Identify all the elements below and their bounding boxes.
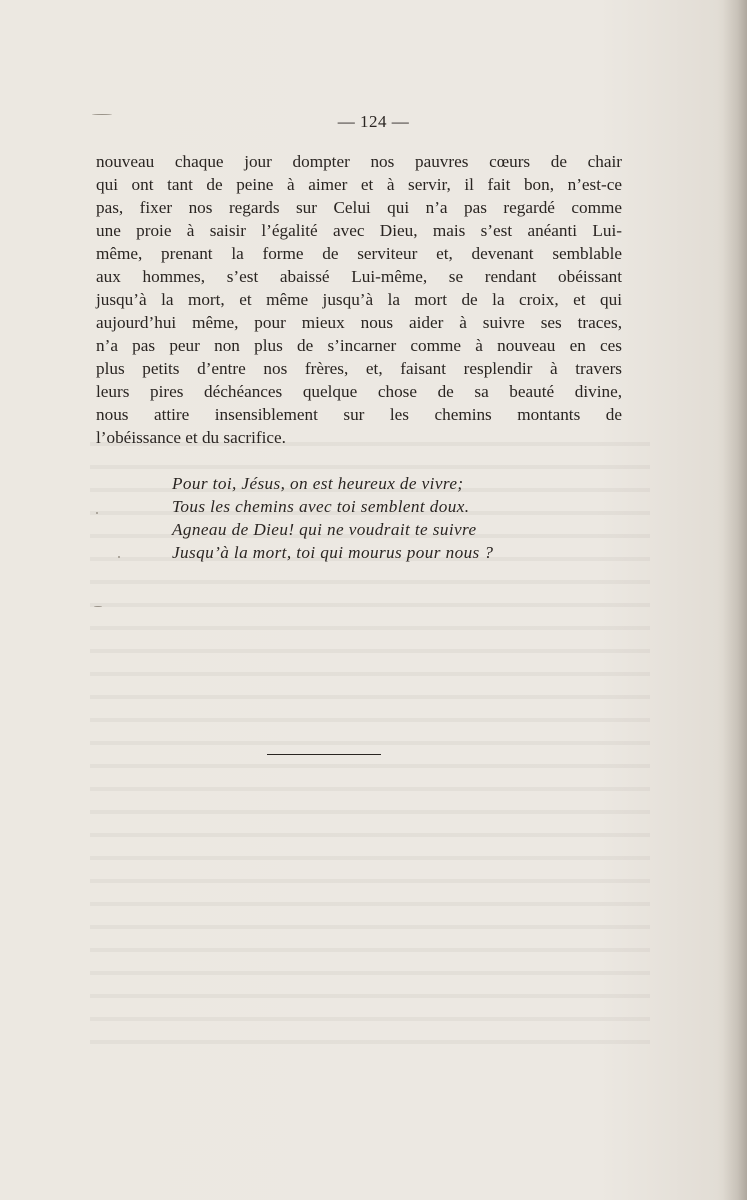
page-edge-shadow [723, 0, 747, 1200]
paper-mark [96, 512, 98, 514]
body-paragraph [96, 150, 622, 449]
paragraph-line: aux hommes, s’est abaissé Lui-même, se rendant obéissant [96, 267, 622, 286]
section-divider-rule [267, 754, 381, 755]
paragraph-line: n’a pas peur non plus de s’incarner comme à nouveau en ces [96, 336, 622, 355]
paper-mark [94, 606, 102, 607]
paper-mark [118, 556, 120, 558]
page-number: — 124 — [337, 112, 410, 131]
paragraph-line: nous attire insensiblement sur les chemins montants de [96, 405, 622, 424]
paragraph-line: l’obéissance et du sacrifice. [96, 428, 286, 447]
poem-line: Tous les chemins avec toi semblent doux. [172, 497, 470, 516]
paragraph-line: jusqu’à la mort, et même jusqu’à la mort de la croix, et qui [96, 290, 622, 309]
poem-line: Jusqu’à la mort, toi qui mourus pour nous ? [172, 543, 494, 562]
poem-line: Pour toi, Jésus, on est heureux de vivre; [172, 474, 464, 493]
paragraph-line: leurs pires déchéances quelque chose de sa beauté divine, [96, 382, 622, 401]
paragraph-line: même, prenant la forme de serviteur et, devenant semblable [96, 244, 622, 263]
paragraph-line: plus petits d’entre nos frères, et, faisant resplendir à travers [96, 359, 622, 378]
paragraph-line: une proie à saisir l’égalité avec Dieu, mais s’est anéanti Lui- [96, 221, 622, 240]
poem-stanza [172, 472, 493, 564]
paragraph-line: nouveau chaque jour dompter nos pauvres cœurs de chair [96, 152, 622, 171]
poem-line: Agneau de Dieu! qui ne voudrait te suivre [172, 520, 477, 539]
paragraph-line: aujourd’hui même, pour mieux nous aider à suivre ses traces, [96, 313, 622, 332]
paragraph-line: pas, fixer nos regards sur Celui qui n’a pas regardé comme [96, 198, 622, 217]
paragraph-line: qui ont tant de peine à aimer et à servir, il fait bon, n’est-ce [96, 175, 622, 194]
